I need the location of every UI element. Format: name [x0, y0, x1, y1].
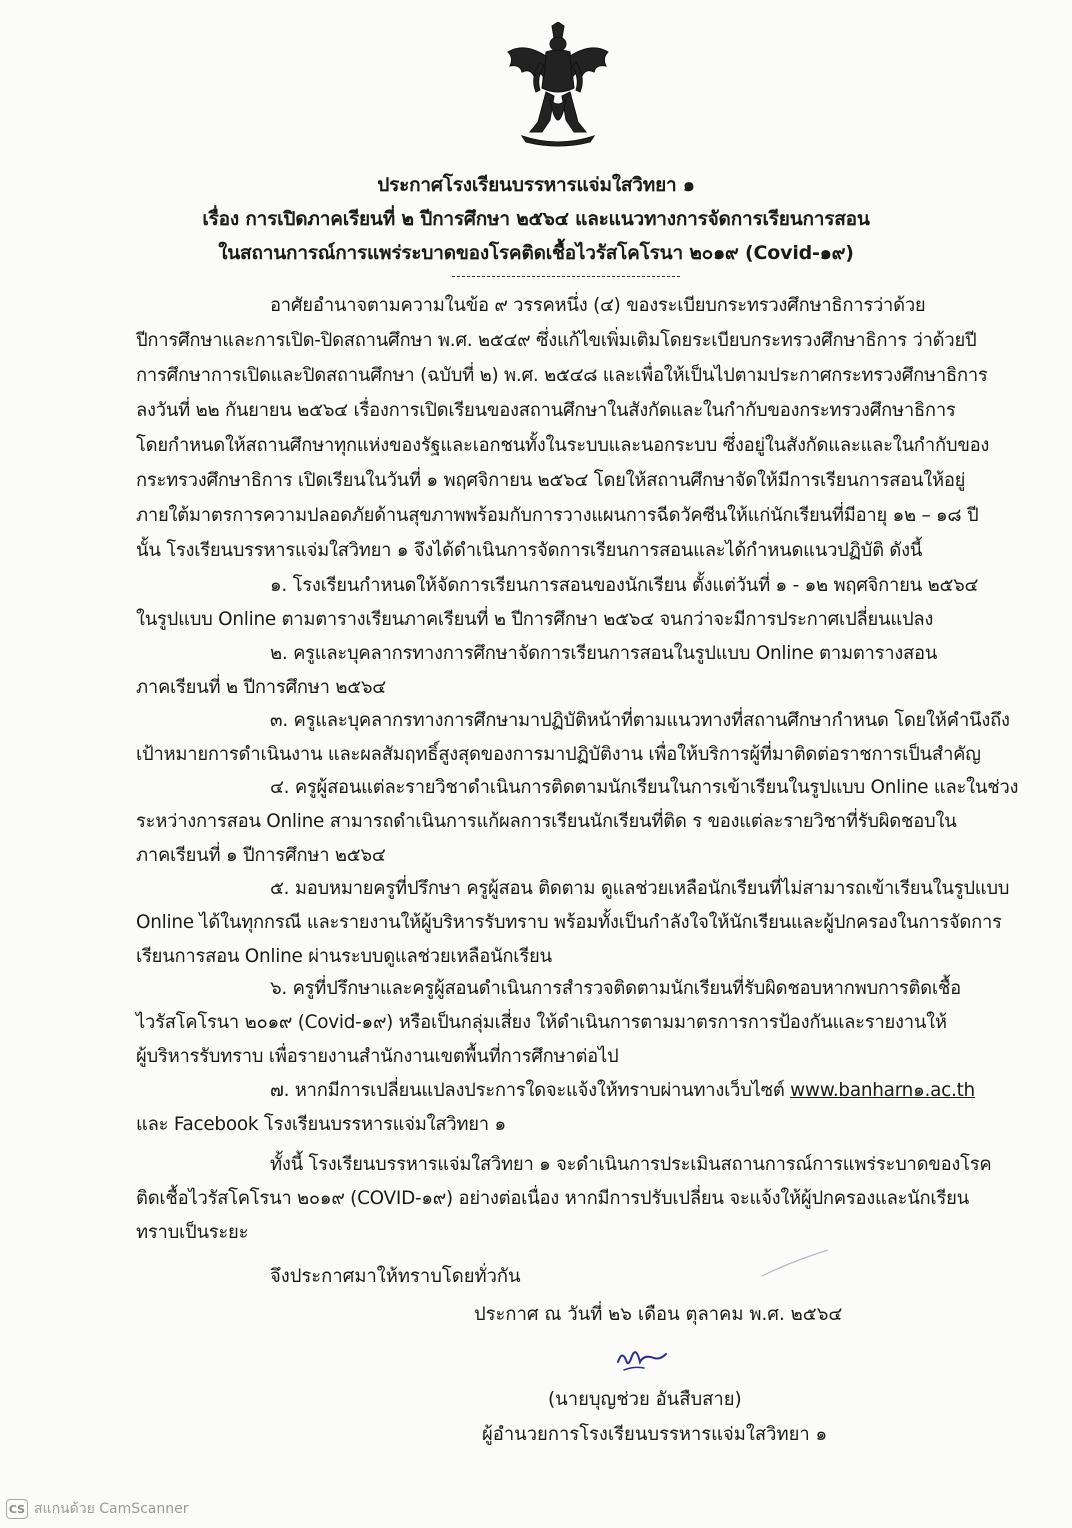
item-3-cont: เป้าหมายการดำเนินงาน และผลสัมฤทธิ์สูงสุดของการมาปฏิบัติงาน เพื่อให้บริการผู้ที่มาติดต่อราชการเป็นสำคัญ [136, 744, 981, 765]
item-1: ๑. โรงเรียนกำหนดให้จัดการเรียนการสอนของนักเรียน ตั้งแต่วันที่ ๑ - ๑๒ พฤศจิกายน ๒๕๖๔ [270, 575, 979, 596]
body-line: การศึกษาการเปิดและปิดสถานศึกษา (ฉบับที่ ๒) พ.ศ. ๒๕๔๘ และเพื่อให้เป็นไปตามประกาศกระทรวงศึกษาธิการ [136, 365, 988, 386]
signer-name: (นายบุญช่วย อันสืบสาย) [548, 1389, 742, 1410]
summary-line: ทั้งนี้ โรงเรียนบรรหารแจ่มใสวิทยา ๑ จะดำเนินการประเมินสถานการณ์การแพร่ระบาดของโรค [270, 1154, 992, 1175]
item-7 [270, 1080, 975, 1102]
item-2-cont: ภาคเรียนที่ ๒ ปีการศึกษา ๒๕๖๔ [136, 677, 386, 698]
item-3: ๓. ครูและบุคลากรทางการศึกษามาปฏิบัติหน้าที่ตามแนวทางที่สถานศึกษากำหนด โดยให้คำนึงถึง [270, 710, 1010, 731]
closing-announce: จึงประกาศมาให้ทราบโดยทั่วกัน [270, 1266, 521, 1287]
body-line: โดยกำหนดให้สถานศึกษาทุกแห่งของรัฐและเอกชนทั้งในระบบและนอกระบบ ซึ่งอยู่ในสังกัดและและในกำกับของ [136, 435, 990, 456]
signer-title: ผู้อำนวยการโรงเรียนบรรหารแจ่มใสวิทยา ๑ [482, 1424, 828, 1445]
garuda-emblem-icon [500, 22, 616, 148]
item-4: ๔. ครูผู้สอนแต่ละรายวิชาดำเนินการติดตามนักเรียนในการเข้าเรียนในรูปแบบ Online และในช่วง [270, 777, 1019, 798]
item-5: ๕. มอบหมายครูที่ปรึกษา ครูผู้สอน ติดตาม ดูแลช่วยเหลือนักเรียนที่ไม่สามารถเข้าเรียนในรูปแบบ [270, 878, 1010, 899]
item-6-cont: ไวรัสโคโรนา ๒๐๑๙ (Covid-๑๙) หรือเป็นกลุ่มเสี่ยง ให้ดำเนินการตามมาตรการการป้องกันและรายงานให้ [136, 1012, 947, 1033]
announcement-subject-line-2: ในสถานการณ์การแพร่ระบาดของโรคติดเชื้อไวรัสโคโรนา ๒๐๑๙ (Covid-๑๙) [218, 242, 854, 264]
camscanner-watermark [6, 1498, 189, 1520]
announcement-title: ประกาศโรงเรียนบรรหารแจ่มใสวิทยา ๑ [377, 174, 695, 196]
item-6: ๖. ครูที่ปรึกษาและครูผู้สอนดำเนินการสำรวจติดตามนักเรียนที่รับผิดชอบหากพบการติดเชื้อ [270, 978, 961, 999]
header-divider [452, 276, 680, 277]
item-5-cont: Online ได้ในทุกกรณี และรายงานให้ผู้บริหารรับทราบ พร้อมทั้งเป็นกำลังใจให้นักเรียนและผู้ปกครองในการจัดการ [136, 912, 1002, 933]
body-line: ลงวันที่ ๒๒ กันยายน ๒๕๖๔ เรื่องการเปิดเรียนของสถานศึกษาในสังกัดและในกำกับของกระทรวงศึกษาธิการ [136, 400, 956, 421]
signature [610, 1340, 670, 1374]
announcement-date: ประกาศ ณ วันที่ ๒๖ เดือน ตุลาคม พ.ศ. ๒๕๖๔ [474, 1304, 843, 1325]
body-line: อาศัยอำนาจตามความในข้อ ๙ วรรคหนึ่ง (๔) ของระเบียบกระทรวงศึกษาธิการว่าด้วย [270, 295, 926, 316]
item-4-cont: ภาคเรียนที่ ๑ ปีการศึกษา ๒๕๖๔ [136, 845, 386, 866]
pen-stroke-mark [760, 1248, 830, 1278]
body-line: กระทรวงศึกษาธิการ เปิดเรียนในวันที่ ๑ พฤศจิกายน ๒๕๖๔ โดยให้สถานศึกษาจัดให้มีการเรียนการสอนให้อยู่ [136, 470, 966, 491]
item-7-cont: และ Facebook โรงเรียนบรรหารแจ่มใสวิทยา ๑ [136, 1114, 506, 1135]
announcement-subject: เรื่อง การเปิดภาคเรียนที่ ๒ ปีการศึกษา ๒๕๖๔ และแนวทางการจัดการเรียนการสอน [202, 208, 870, 230]
item-2: ๒. ครูและบุคลากรทางการศึกษาจัดการเรียนการสอนในรูปแบบ Online ตามตารางสอน [270, 643, 938, 664]
camscanner-text: สแกนด้วย CamScanner [34, 1501, 189, 1517]
camscanner-logo-icon: CS [6, 1499, 28, 1519]
website-link[interactable]: www.banharn๑.ac.th [790, 1080, 975, 1101]
summary-line: ทราบเป็นระยะ [136, 1222, 249, 1243]
body-line: ปีการศึกษาและการเปิด-ปิดสถานศึกษา พ.ศ. ๒๕๔๙ ซึ่งแก้ไขเพิ่มเติมโดยระเบียบกระทรวงศึกษาธิการ ว่าด้วยปี [136, 330, 977, 351]
item-4-cont: ระหว่างการสอน Online สามารถดำเนินการแก้ผลการเรียนนักเรียนที่ติด ร ของแต่ละรายวิชาที่รับผิดชอบใน [136, 811, 957, 832]
item-6-cont: ผู้บริหารรับทราบ เพื่อรายงานสำนักงานเขตพื้นที่การศึกษาต่อไป [136, 1046, 619, 1067]
body-line: นั้น โรงเรียนบรรหารแจ่มใสวิทยา ๑ จึงได้ดำเนินการจัดการเรียนการสอนและได้กำหนดแนวปฏิบัติ ดังนี้ [136, 540, 923, 561]
item-1-cont: ในรูปแบบ Online ตามตารางเรียนภาคเรียนที่ ๒ ปีการศึกษา ๒๕๖๔ จนกว่าจะมีการประกาศเปลี่ยนแปลง [136, 609, 934, 630]
item-5-cont: เรียนการสอน Online ผ่านระบบดูแลช่วยเหลือนักเรียน [136, 946, 552, 967]
summary-line: ติดเชื้อไวรัสโคโรนา ๒๐๑๙ (COVID-๑๙) อย่างต่อเนื่อง หากมีการปรับเปลี่ยน จะแจ้งให้ผู้ปกครองและนักเรียน [136, 1188, 969, 1209]
item-7-text: ๗. หากมีการเปลี่ยนแปลงประการใดจะแจ้งให้ทราบผ่านทางเว็บไซต์ [270, 1080, 791, 1101]
body-line: ภายใต้มาตรการความปลอดภัยด้านสุขภาพพร้อมกับการวางแผนการฉีดวัคซีนให้แก่นักเรียนที่มีอายุ ๑๒ – ๑๘ ปี [136, 505, 979, 526]
